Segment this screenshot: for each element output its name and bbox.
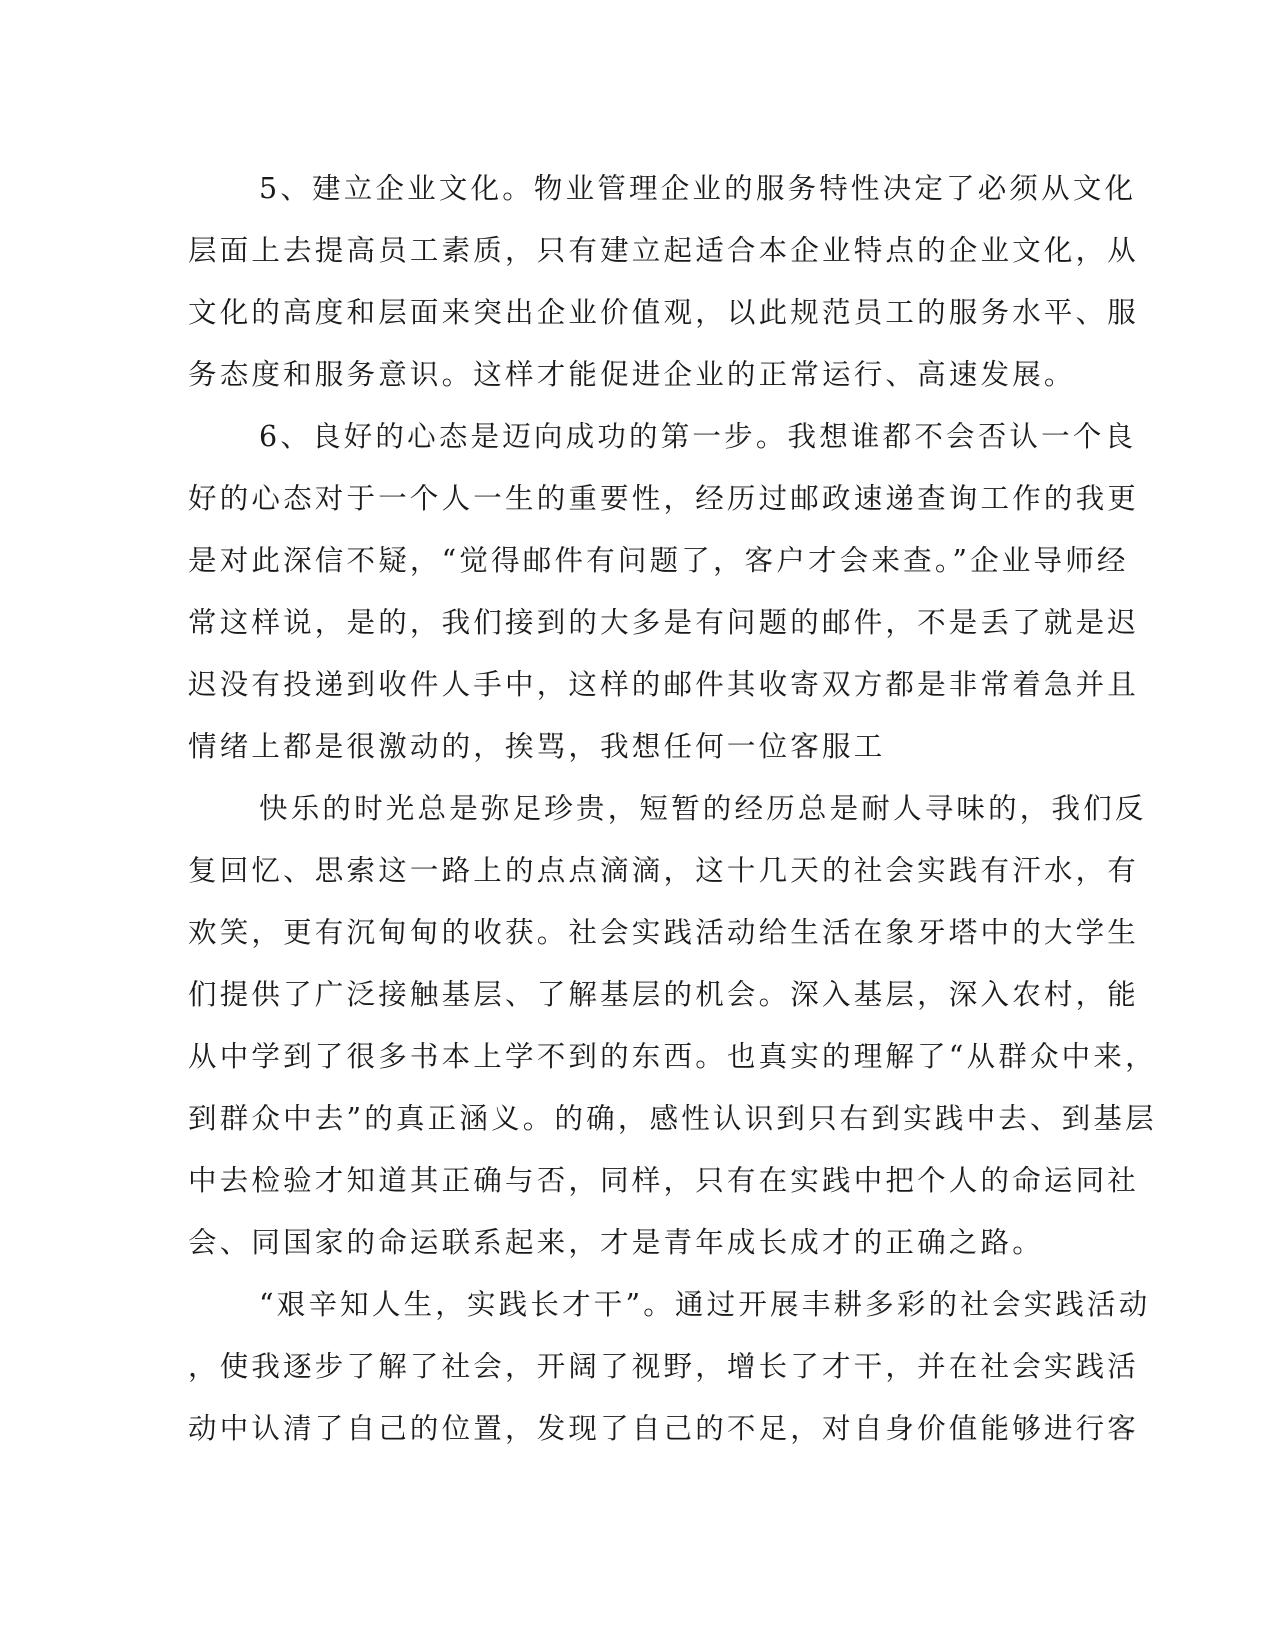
text-line: 中去检验才知道其正确与否，同样，只有在实践中把个人的命运同社 [188,1164,1140,1197]
text-line: 6、良好的心态是迈向成功的第一步。我想谁都不会否认一个良 [259,420,1137,453]
text-line: 会、同国家的命运联系起来，才是青年成长成才的正确之路。 [188,1226,1044,1259]
text-line: 文化的高度和层面来突出企业价值观，以此规范员工的服务水平、服 [188,296,1140,329]
text-line: 好的心态对于一个人一生的重要性，经历过邮政速递查询工作的我更 [188,482,1140,515]
document-body [188,158,1157,1460]
text-line: 从中学到了很多书本上学不到的东西。也真实的理解了“从群众中来， [188,1040,1157,1073]
text-line: 复回忆、思索这一路上的点点滴滴，这十几天的社会实践有汗水，有 [188,854,1140,887]
text-line: 情绪上都是很激动的，挨骂，我想任何一位客服工 [188,730,886,763]
paragraph-hardship-practice [188,1274,1151,1460]
text-line: 们提供了广泛接触基层、了解基层的机会。深入基层，深入农村，能 [188,978,1140,1011]
text-line: ，使我逐步了解了社会，开阔了视野，增长了才干，并在社会实践活 [188,1350,1140,1383]
text-line: 层面上去提高员工素质，只有建立起适合本企业特点的企业文化，从 [188,234,1140,267]
paragraph-happy-times [188,778,1157,1274]
text-line: 常这样说，是的，我们接到的大多是有问题的邮件，不是丢了就是迟 [188,606,1140,639]
paragraph-good-mindset [188,406,1140,778]
text-line: 迟没有投递到收件人手中，这样的邮件其收寄双方都是非常着急并且 [188,668,1140,701]
text-line: 到群众中去”的真正涵义。的确，感性认识到只右到实践中去、到基层 [188,1102,1157,1135]
text-line: 5、建立企业文化。物业管理企业的服务特性决定了必须从文化 [259,172,1137,205]
text-line: 动中认清了自己的位置，发现了自己的不足，对自身价值能够进行客 [188,1412,1140,1445]
text-line: 快乐的时光总是弥足珍贵，短暂的经历总是耐人寻味的，我们反 [259,792,1147,825]
paragraph-enterprise-culture [188,158,1140,406]
text-line: “艰辛知人生，实践长才干”。通过开展丰耕多彩的社会实践活动 [259,1288,1151,1321]
text-line: 欢笑，更有沉甸甸的收获。社会实践活动给生活在象牙塔中的大学生 [188,916,1140,949]
text-line: 是对此深信不疑，“觉得邮件有问题了，客户才会来查。”企业导师经 [188,544,1129,577]
text-line: 务态度和服务意识。这样才能促进企业的正常运行、高速发展。 [188,358,1076,391]
